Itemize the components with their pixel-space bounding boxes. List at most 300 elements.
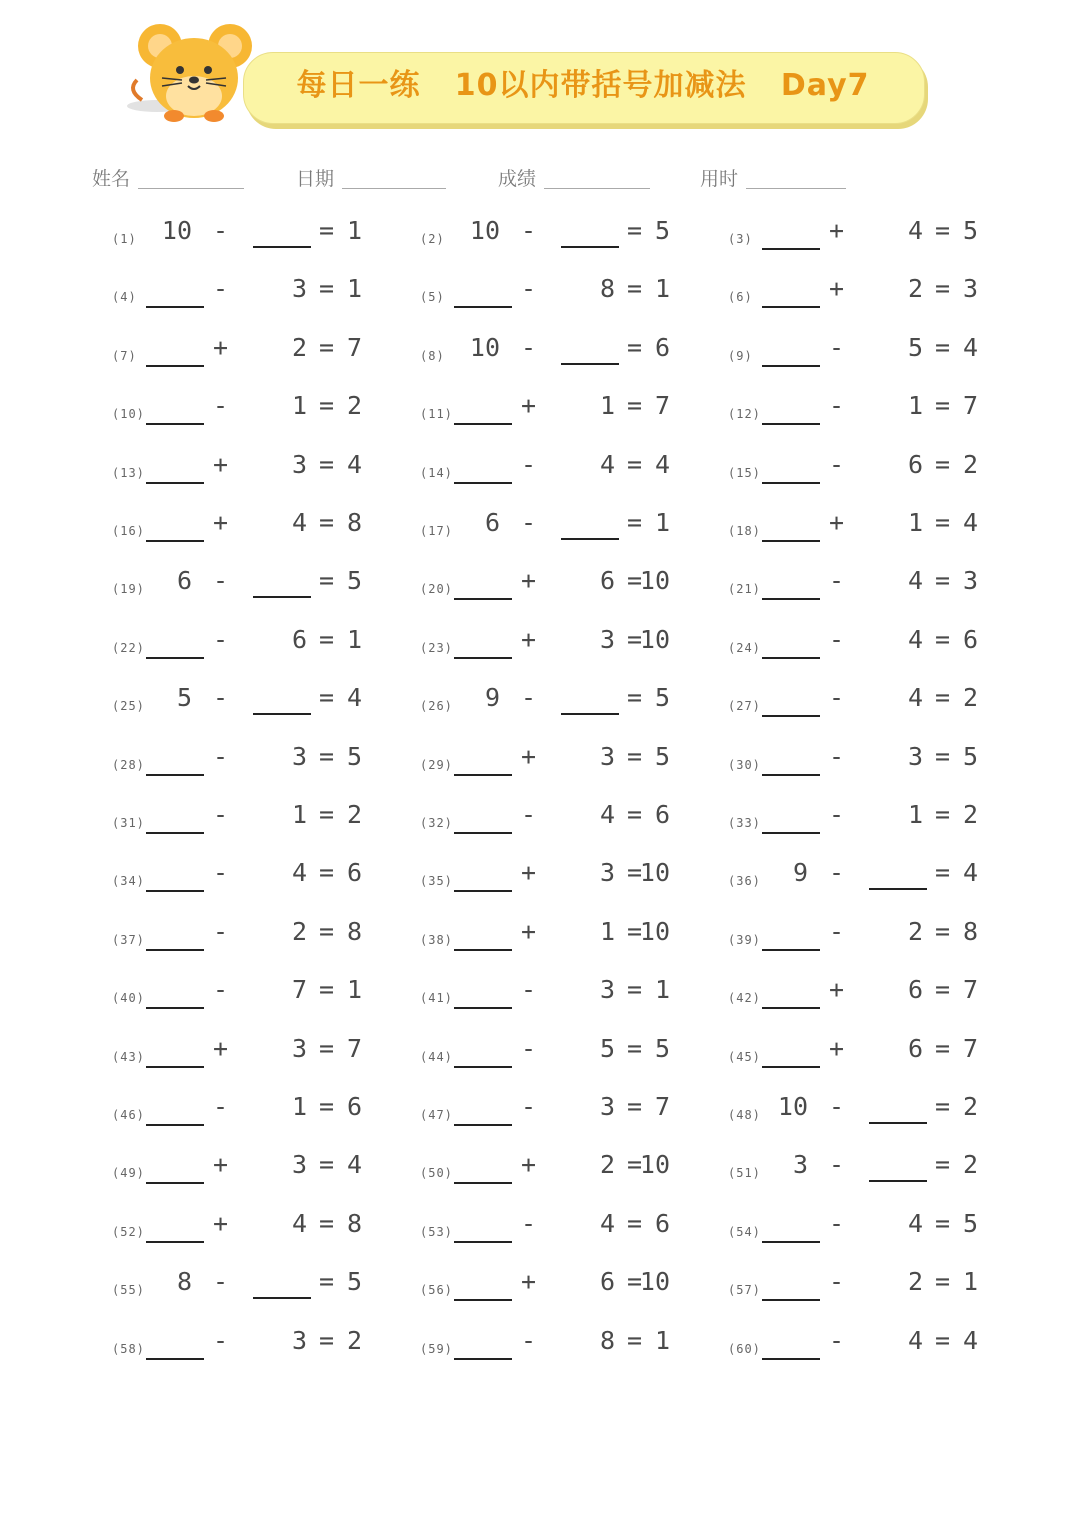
number: 1 <box>907 800 923 829</box>
answer-blank[interactable] <box>146 1124 204 1126</box>
answer-blank[interactable] <box>454 657 512 659</box>
operator: - <box>828 1267 844 1297</box>
problem-number: (51) <box>728 1166 761 1181</box>
number: 1 <box>291 800 307 829</box>
number: 2 <box>962 683 978 713</box>
number: 1 <box>907 391 923 421</box>
operator: = <box>934 683 950 713</box>
problem-number: (7) <box>112 348 137 363</box>
number: 9 <box>792 858 808 888</box>
answer-blank[interactable] <box>454 1299 512 1301</box>
answer-blank[interactable] <box>253 246 311 248</box>
number: 5 <box>654 216 670 245</box>
answer-blank[interactable] <box>146 540 204 542</box>
operator: = <box>934 800 950 829</box>
answer-blank[interactable] <box>454 1124 512 1126</box>
problem-item <box>112 566 412 606</box>
number: 4 <box>907 566 923 596</box>
operator: = <box>934 1092 950 1121</box>
operator: = <box>626 975 642 1005</box>
problem-number: (41) <box>420 991 453 1006</box>
operator: + <box>212 332 228 362</box>
number: 7 <box>654 1092 670 1121</box>
number: 8 <box>962 916 978 946</box>
operator: = <box>934 858 950 888</box>
problem-number: (3) <box>728 232 753 246</box>
operator: = <box>318 1325 334 1355</box>
operator: - <box>828 1208 844 1238</box>
number: 4 <box>962 332 978 362</box>
number: 6 <box>654 332 670 362</box>
operator: = <box>318 624 334 654</box>
problem-item <box>420 1209 720 1249</box>
problem-item <box>420 1267 720 1307</box>
answer-blank[interactable] <box>253 1297 311 1299</box>
number: 1 <box>654 508 670 537</box>
problem-item <box>728 333 1028 373</box>
number: 10 <box>639 624 670 654</box>
answer-blank[interactable] <box>762 949 820 951</box>
number: 6 <box>599 1267 615 1297</box>
answer-blank[interactable] <box>454 1066 512 1068</box>
answer-blank[interactable] <box>454 598 512 600</box>
page-title: 每日一练 10以内带括号加减法 Day7 <box>296 68 870 103</box>
answer-blank[interactable] <box>762 774 820 776</box>
name-field[interactable] <box>138 188 244 189</box>
problem-number: (50) <box>420 1166 453 1181</box>
name-label: 姓名 <box>92 168 131 190</box>
number: 1 <box>654 1325 670 1355</box>
problem-item <box>728 1092 1028 1132</box>
problem-item <box>112 450 412 490</box>
operator: + <box>828 975 844 1005</box>
number: 10 <box>639 1150 670 1180</box>
problem-item <box>112 683 412 723</box>
problem-item <box>112 1092 412 1132</box>
operator: = <box>626 566 642 596</box>
answer-blank[interactable] <box>561 713 619 715</box>
answer-blank[interactable] <box>454 1182 512 1184</box>
answer-blank[interactable] <box>762 248 820 250</box>
problem-item <box>112 858 412 898</box>
number: 4 <box>962 858 978 888</box>
problem-item <box>728 800 1028 840</box>
problem-number: (19) <box>112 582 145 597</box>
operator: - <box>520 216 536 245</box>
number: 2 <box>599 1150 615 1180</box>
operator: = <box>318 508 334 537</box>
problem-number: (6) <box>728 290 753 305</box>
number: 7 <box>346 1033 362 1063</box>
number: 3 <box>291 274 307 304</box>
number: 5 <box>654 1033 670 1063</box>
problem-number: (21) <box>728 582 761 597</box>
problem-number: (44) <box>420 1049 453 1064</box>
number: 3 <box>291 741 307 771</box>
problem-item <box>728 566 1028 606</box>
operator: + <box>520 741 536 771</box>
number: 5 <box>907 332 923 362</box>
problem-number: (22) <box>112 640 145 655</box>
number: 4 <box>291 1208 307 1238</box>
problem-number: (17) <box>420 524 453 538</box>
problem-item <box>112 1150 412 1190</box>
problem-number: (9) <box>728 348 753 363</box>
number: 9 <box>484 683 500 713</box>
problem-number: (27) <box>728 699 761 714</box>
operator: - <box>828 449 844 479</box>
answer-blank[interactable] <box>454 423 512 425</box>
operator: = <box>934 332 950 362</box>
operator: - <box>212 391 228 421</box>
number: 1 <box>599 916 615 946</box>
problem-item <box>420 625 720 665</box>
operator: = <box>318 216 334 245</box>
operator: = <box>318 1267 334 1297</box>
operator: - <box>520 683 536 713</box>
answer-blank[interactable] <box>762 1241 820 1243</box>
operator: = <box>934 216 950 245</box>
problem-number: (13) <box>112 465 145 480</box>
number: 2 <box>291 332 307 362</box>
operator: = <box>318 274 334 304</box>
number: 3 <box>599 1092 615 1121</box>
problem-number: (43) <box>112 1049 145 1064</box>
number: 6 <box>654 1208 670 1238</box>
answer-blank[interactable] <box>454 306 512 308</box>
operator: = <box>318 1150 334 1180</box>
operator: - <box>828 391 844 421</box>
number: 3 <box>599 624 615 654</box>
score-field[interactable] <box>544 188 650 189</box>
problem-number: (39) <box>728 932 761 947</box>
problem-item <box>728 917 1028 957</box>
answer-blank[interactable] <box>762 1358 820 1360</box>
operator: - <box>828 800 844 829</box>
problem-number: (20) <box>420 582 453 597</box>
answer-blank[interactable] <box>146 1007 204 1009</box>
problem-item <box>112 625 412 665</box>
problem-number: (49) <box>112 1166 145 1181</box>
number: 4 <box>599 1208 615 1238</box>
number: 4 <box>907 683 923 713</box>
problem-item <box>728 1034 1028 1074</box>
answer-blank[interactable] <box>869 888 927 890</box>
answer-blank[interactable] <box>146 1358 204 1360</box>
operator: = <box>934 624 950 654</box>
number: 2 <box>291 916 307 946</box>
number: 4 <box>962 508 978 537</box>
problem-item <box>420 683 720 723</box>
number: 6 <box>599 566 615 596</box>
number: 3 <box>291 1150 307 1180</box>
number: 1 <box>291 1092 307 1121</box>
number: 10 <box>469 216 500 245</box>
problem-item <box>728 858 1028 898</box>
operator: = <box>626 858 642 888</box>
answer-blank[interactable] <box>561 538 619 540</box>
problem-number: (59) <box>420 1341 453 1356</box>
number: 1 <box>346 624 362 654</box>
number: 3 <box>962 566 978 596</box>
number: 10 <box>639 566 670 596</box>
answer-blank[interactable] <box>146 1182 204 1184</box>
answer-blank[interactable] <box>762 1066 820 1068</box>
answer-blank[interactable] <box>146 1241 204 1243</box>
problem-number: (54) <box>728 1224 761 1239</box>
problem-item <box>420 216 720 256</box>
number: 6 <box>907 449 923 479</box>
number: 4 <box>907 1325 923 1355</box>
answer-blank[interactable] <box>253 713 311 715</box>
answer-blank[interactable] <box>146 832 204 834</box>
operator: = <box>318 391 334 421</box>
operator: - <box>212 683 228 713</box>
answer-blank[interactable] <box>146 423 204 425</box>
number: 2 <box>962 449 978 479</box>
operator: - <box>520 1325 536 1355</box>
operator: = <box>318 1092 334 1121</box>
answer-blank[interactable] <box>454 482 512 484</box>
operator: = <box>626 683 642 713</box>
number: 7 <box>346 332 362 362</box>
operator: = <box>626 800 642 829</box>
operator: + <box>520 566 536 596</box>
answer-blank[interactable] <box>762 540 820 542</box>
number: 10 <box>469 332 500 362</box>
problem-number: (33) <box>728 816 761 830</box>
problem-item <box>728 391 1028 431</box>
score-label: 成绩 <box>498 168 537 190</box>
number: 6 <box>346 1092 362 1121</box>
problem-number: (8) <box>420 348 445 363</box>
problem-item <box>728 625 1028 665</box>
operator: = <box>934 1267 950 1297</box>
answer-blank[interactable] <box>454 1358 512 1360</box>
answer-blank[interactable] <box>762 482 820 484</box>
problem-number: (47) <box>420 1108 453 1122</box>
time-label: 用时 <box>700 168 739 190</box>
operator: - <box>212 858 228 888</box>
operator: - <box>212 216 228 245</box>
operator: = <box>318 741 334 771</box>
number: 3 <box>599 858 615 888</box>
problem-number: (14) <box>420 465 453 480</box>
answer-blank[interactable] <box>762 598 820 600</box>
number: 5 <box>346 1267 362 1297</box>
number: 6 <box>346 858 362 888</box>
problem-number: (32) <box>420 816 453 830</box>
problem-item <box>420 975 720 1015</box>
operator: + <box>212 508 228 537</box>
operator: - <box>520 975 536 1005</box>
time-field[interactable] <box>746 188 846 189</box>
problem-item <box>420 858 720 898</box>
operator: = <box>626 1208 642 1238</box>
operator: = <box>318 800 334 829</box>
answer-blank[interactable] <box>146 774 204 776</box>
answer-blank[interactable] <box>146 482 204 484</box>
number: 2 <box>962 1092 978 1121</box>
problem-number: (2) <box>420 232 445 246</box>
number: 1 <box>599 391 615 421</box>
number: 4 <box>907 216 923 245</box>
number: 5 <box>346 566 362 596</box>
problem-number: (18) <box>728 524 761 538</box>
answer-blank[interactable] <box>146 306 204 308</box>
problem-number: (26) <box>420 699 453 714</box>
operator: - <box>520 1208 536 1238</box>
number: 5 <box>346 741 362 771</box>
operator: - <box>212 1267 228 1297</box>
answer-blank[interactable] <box>146 1066 204 1068</box>
problem-item <box>420 742 720 782</box>
problem-number: (5) <box>420 290 445 305</box>
number: 7 <box>962 975 978 1005</box>
answer-blank[interactable] <box>146 949 204 951</box>
operator: + <box>520 624 536 654</box>
problem-item <box>112 1034 412 1074</box>
problem-item <box>728 1267 1028 1307</box>
number: 6 <box>907 1033 923 1063</box>
number: 10 <box>639 916 670 946</box>
operator: = <box>626 1325 642 1355</box>
problem-item <box>420 566 720 606</box>
number: 1 <box>346 274 362 304</box>
problem-item <box>728 508 1028 548</box>
operator: - <box>212 800 228 829</box>
date-field[interactable] <box>342 188 446 189</box>
operator: = <box>626 508 642 537</box>
problem-number: (57) <box>728 1283 761 1298</box>
number: 1 <box>291 391 307 421</box>
answer-blank[interactable] <box>762 423 820 425</box>
operator: - <box>828 916 844 946</box>
number: 1 <box>962 1267 978 1297</box>
answer-blank[interactable] <box>762 365 820 367</box>
answer-blank[interactable] <box>762 715 820 717</box>
operator: = <box>626 391 642 421</box>
answer-blank[interactable] <box>454 949 512 951</box>
number: 4 <box>599 800 615 829</box>
number: 2 <box>346 391 362 421</box>
answer-blank[interactable] <box>454 1241 512 1243</box>
problem-item <box>112 917 412 957</box>
problem-number: (29) <box>420 757 453 772</box>
number: 6 <box>291 624 307 654</box>
answer-blank[interactable] <box>253 596 311 598</box>
number: 10 <box>777 1092 808 1121</box>
operator: = <box>318 1033 334 1063</box>
answer-blank[interactable] <box>146 365 204 367</box>
number: 7 <box>654 391 670 421</box>
number: 6 <box>654 800 670 829</box>
operator: - <box>212 916 228 946</box>
operator: + <box>828 216 844 245</box>
answer-blank[interactable] <box>454 1007 512 1009</box>
answer-blank[interactable] <box>869 1180 927 1182</box>
operator: - <box>520 449 536 479</box>
number: 4 <box>291 508 307 537</box>
answer-blank[interactable] <box>146 890 204 892</box>
problem-item <box>728 1326 1028 1366</box>
answer-blank[interactable] <box>762 306 820 308</box>
problem-item <box>728 683 1028 723</box>
answer-blank[interactable] <box>762 1299 820 1301</box>
number: 2 <box>962 800 978 829</box>
answer-blank[interactable] <box>762 657 820 659</box>
operator: - <box>212 1325 228 1355</box>
answer-blank[interactable] <box>146 657 204 659</box>
answer-blank[interactable] <box>454 832 512 834</box>
operator: + <box>520 858 536 888</box>
problem-item <box>112 1267 412 1307</box>
problem-item <box>420 274 720 314</box>
operator: = <box>934 975 950 1005</box>
problem-item <box>420 800 720 840</box>
answer-blank[interactable] <box>869 1122 927 1124</box>
problem-item <box>420 1150 720 1190</box>
problem-number: (4) <box>112 290 137 305</box>
mouse-mascot-icon <box>122 20 257 130</box>
problem-number: (53) <box>420 1224 453 1239</box>
problem-number: (1) <box>112 232 137 246</box>
answer-blank[interactable] <box>561 363 619 365</box>
operator: = <box>318 566 334 596</box>
problem-item <box>420 1326 720 1366</box>
number: 4 <box>962 1325 978 1355</box>
answer-blank[interactable] <box>454 774 512 776</box>
problem-item <box>112 391 412 431</box>
answer-blank[interactable] <box>762 1007 820 1009</box>
problem-item <box>112 742 412 782</box>
problem-number: (40) <box>112 991 145 1006</box>
problem-item <box>112 800 412 840</box>
operator: - <box>828 624 844 654</box>
operator: - <box>520 1092 536 1121</box>
number: 5 <box>654 741 670 771</box>
problem-number: (10) <box>112 407 145 422</box>
problem-number: (56) <box>420 1283 453 1298</box>
answer-blank[interactable] <box>454 890 512 892</box>
operator: = <box>318 975 334 1005</box>
number: 6 <box>962 624 978 654</box>
number: 8 <box>346 508 362 537</box>
number: 6 <box>176 566 192 596</box>
problem-item <box>112 333 412 373</box>
operator: - <box>828 683 844 713</box>
operator: + <box>828 274 844 304</box>
problem-number: (38) <box>420 932 453 947</box>
number: 3 <box>792 1150 808 1180</box>
operator: = <box>318 683 334 713</box>
operator: = <box>934 1325 950 1355</box>
number: 3 <box>962 274 978 304</box>
problem-number: (35) <box>420 874 453 889</box>
operator: - <box>828 332 844 362</box>
operator: - <box>520 274 536 304</box>
operator: + <box>828 1033 844 1063</box>
answer-blank[interactable] <box>762 832 820 834</box>
number: 2 <box>962 1150 978 1180</box>
problem-number: (31) <box>112 816 145 830</box>
number: 5 <box>176 683 192 713</box>
problem-number: (52) <box>112 1224 145 1239</box>
number: 6 <box>907 975 923 1005</box>
operator: = <box>934 741 950 771</box>
problem-number: (25) <box>112 699 145 714</box>
answer-blank[interactable] <box>561 246 619 248</box>
